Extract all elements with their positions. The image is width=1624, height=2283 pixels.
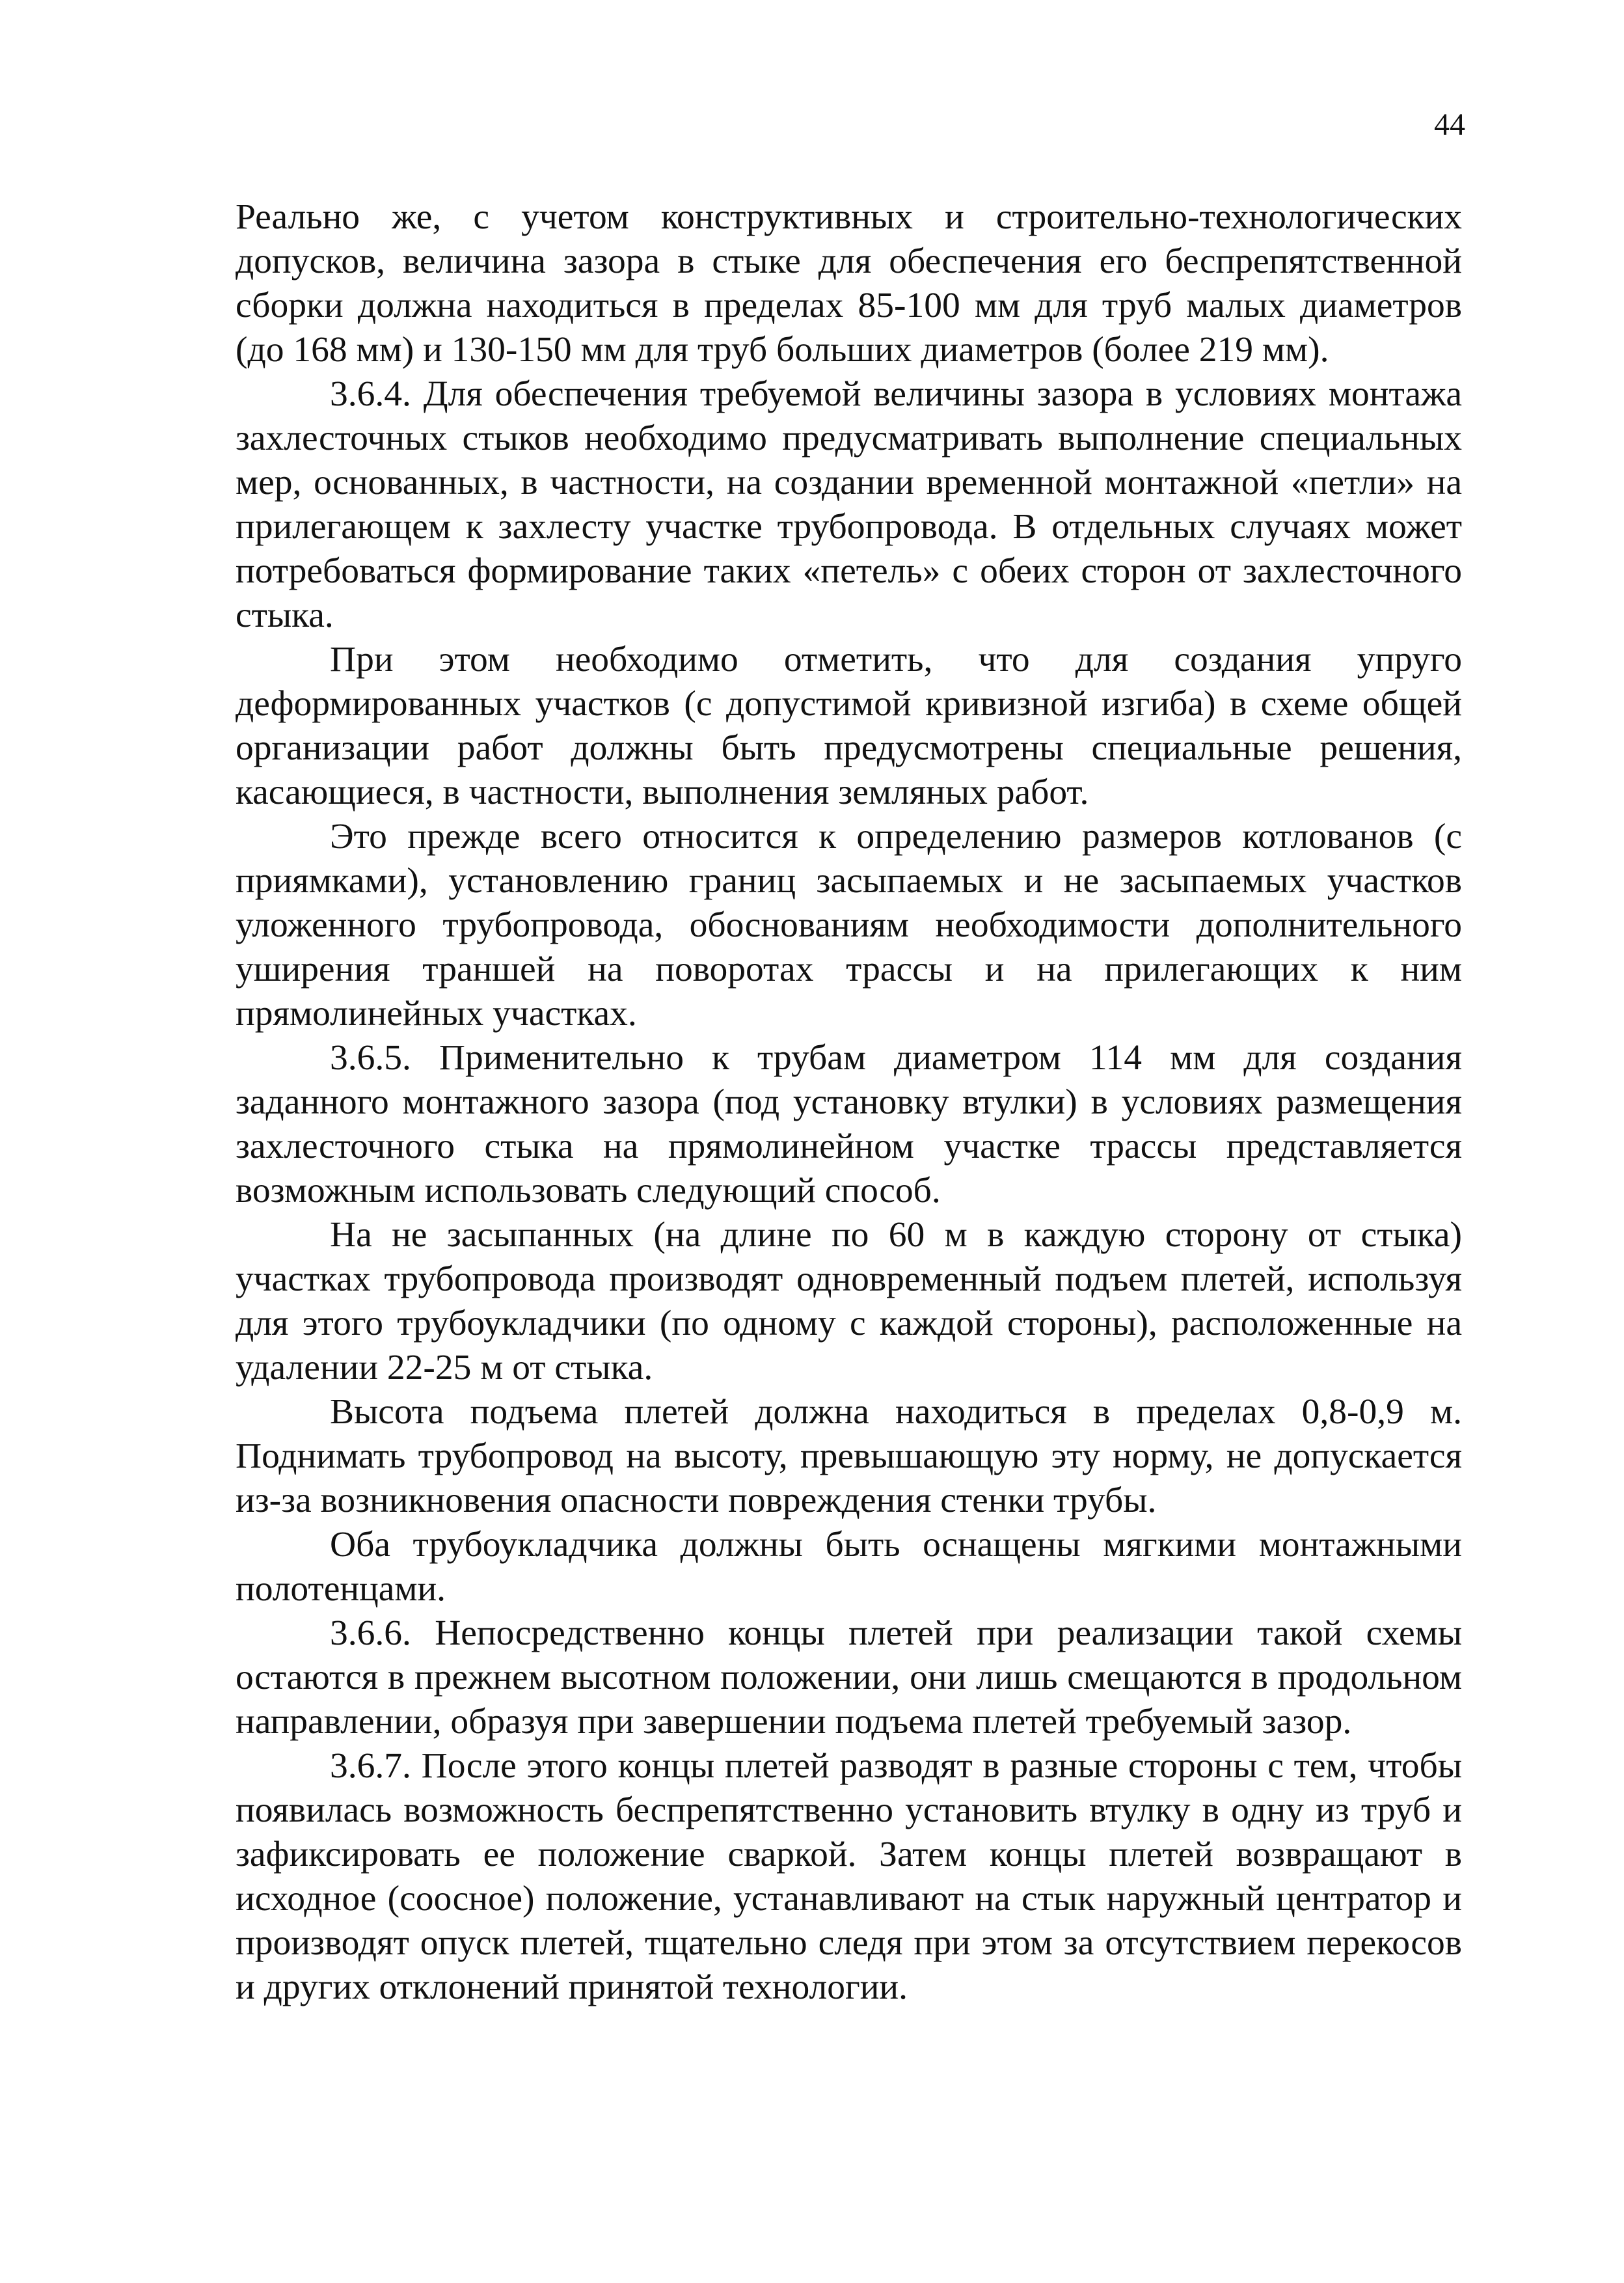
page-number: 44 [1434,107,1465,142]
document-body [236,195,1462,2010]
paragraph-pipelayers: Оба трубоукладчика должны быть оснащены мягкими монтажными полотенцами. [236,1525,1462,1609]
paragraph-3-6-5: 3.6.5. Применительно к трубам диаметром 114 мм для создания заданного монтажного зазора (под установку втулки) в условиях размещения захлесточного стыка на прямолинейном участке трассы представляется возможным использовать следующий способ. [236,1038,1462,1210]
paragraph-3-6-7: 3.6.7. После этого концы плетей разводят в разные стороны с тем, чтобы появилась возможность беспрепятственно установить втулку в одну из труб и зафиксировать ее положение сваркой. Затем концы плетей возвращают в исходное (соосное) положение, устанавливают на стык наружный центратор и производят опуск плетей, тщательно следя при этом за отсутствием перекосов и других отклонений принятой технологии. [236,1746,1462,2007]
paragraph-3-6-4: 3.6.4. Для обеспечения требуемой величины зазора в условиях монтажа захлесточных стыков необходимо предусматривать выполнение специальных мер, основанных, в частности, на создании временной монтажной «петли» на прилегающем к захлесту участке трубопровода. В отдельных случаях может потребоваться формирование таких «петель» с обеих сторон от захлесточного стыка. [236,374,1462,635]
paragraph-3-6-6: 3.6.6. Непосредственно концы плетей при реализации такой схемы остаются в прежнем высотном положении, они лишь смещаются в продольном направлении, образуя при завершении подъема плетей требуемый зазор. [236,1613,1462,1742]
paragraph-lift-height: Высота подъема плетей должна находиться в пределах 0,8-0,9 м. Поднимать трубопровод на высоту, превышающую эту норму, не допускается из-за возникновения опасности повреждения стенки трубы. [236,1392,1462,1520]
paragraph-tolerances: Реально же, с учетом конструктивных и строительно-технологических допусков, величина зазора в стыке для обеспечения его беспрепятственной сборки должна находиться в пределах 85-100 мм для труб малых диаметров (до 168 мм) и 130-150 мм для труб больших диаметров (более 219 мм). [236,197,1462,370]
paragraph-elastic-sections: При этом необходимо отметить, что для создания упруго деформированных участков (с допустимой кривизной изгиба) в схеме общей организации работ должны быть предусмотрены специальные решения, касающиеся, в частности, выполнения земляных работ. [236,640,1462,812]
paragraph-pit-dimensions: Это прежде всего относится к определению размеров котлованов (с приямками), установлению границ засыпаемых и не засыпаемых участков уложенного трубопровода, обоснованиям необходимости дополнительного уширения траншей на поворотах трассы и на прилегающих к ним прямолинейных участках. [236,817,1462,1033]
paragraph-lifting-sections: На не засыпанных (на длине по 60 м в каждую сторону от стыка) участках трубопровода производят одновременный подъем плетей, используя для этого трубоукладчики (по одному с каждой стороны), расположенные на удалении 22-25 м от стыка. [236,1215,1462,1388]
